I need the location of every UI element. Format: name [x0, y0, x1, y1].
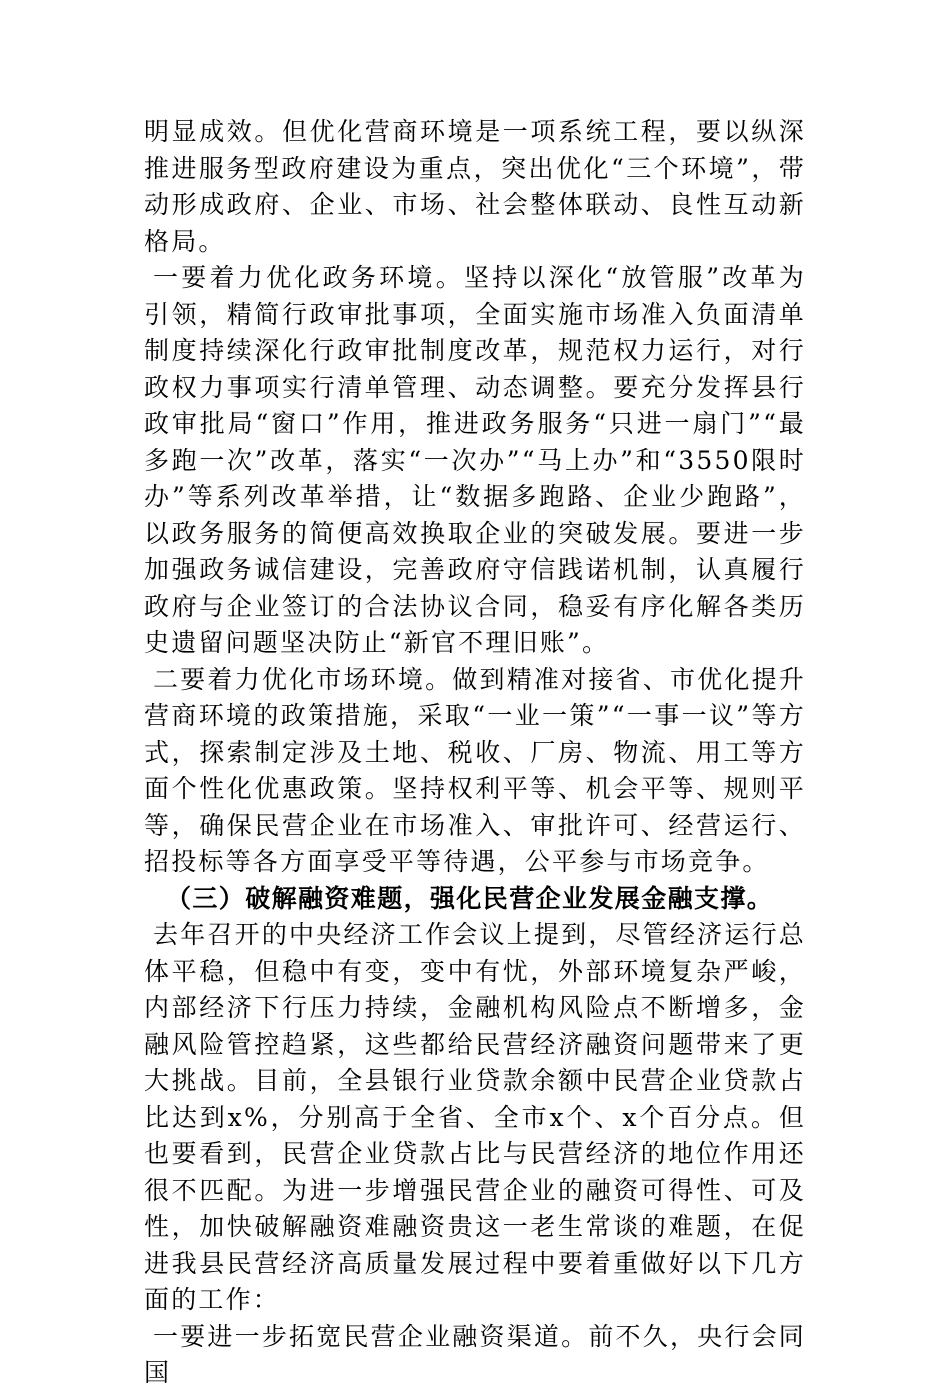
paragraph-5: 一要进一步拓宽民营企业融资渠道。前不久，央行会同国 [144, 1321, 806, 1387]
section-heading: （三）破解融资难题，强化民营企业发展金融支撑。 [166, 883, 774, 913]
paragraph-2: 一要着力优化政务环境。坚持以深化“放管服”改革为引领，精简行政审批事项，全面实施市场准入负面清单制度持续深化行政审批制度改革，规范权力运行，对行政权力事项实行清单管理、动态调整。要充分发挥县行政审批局“窗口”作用，推进政务服务“只进一扇门”“最多跑一次”改革，落实“一次办”“马上办”和“3550限时办”等系列改革举措，让“数据多跑路、企业少跑路”，以政务服务的简便高效换取企业的突破发展。要进一步加强政务诚信建设，完善政府守信践诺机制，认真履行政府与企业签订的合法协议合同，稳妥有序化解各类历史遗留问题坚决防止“新官不理旧账”。 [144, 263, 806, 657]
paragraph-3: 二要着力优化市场环境。做到精准对接省、市优化提升营商环境的政策措施，采取“一业一策”“一事一议”等方式，探索制定涉及土地、税收、厂房、物流、用工等方面个性化优惠政策。坚持权利平等、机会平等、规则平等，确保民营企业在市场准入、审批许可、经营运行、招投标等各方面享受平等待遇，公平参与市场竞争。 [144, 664, 806, 876]
paragraph-4: 去年召开的中央经济工作会议上提到，尽管经济运行总体平稳，但稳中有变，变中有忧，外部环境复杂严峻，内部经济下行压力持续，金融机构风险点不断增多，金融风险管控趋紧，这些都给民营经济融资问题带来了更大挑战。目前，全县银行业贷款余额中民营企业贷款占比达到x%，分别高于全省、全市x个、x个百分点。但也要看到，民营企业贷款占比与民营经济的地位作用还很不匹配。为进一步增强民营企业的融资可得性、可及性，加快破解融资难融资贵这一老生常谈的难题，在促进我县民营经济高质量发展过程中要着重做好以下几方面的工作： [144, 920, 806, 1314]
paragraph-1: 明显成效。但优化营商环境是一项系统工程，要以纵深推进服务型政府建设为重点，突出优化“三个环境”，带动形成政府、企业、市场、社会整体联动、良性互动新格局。 [144, 117, 806, 256]
document-page [144, 114, 806, 1392]
